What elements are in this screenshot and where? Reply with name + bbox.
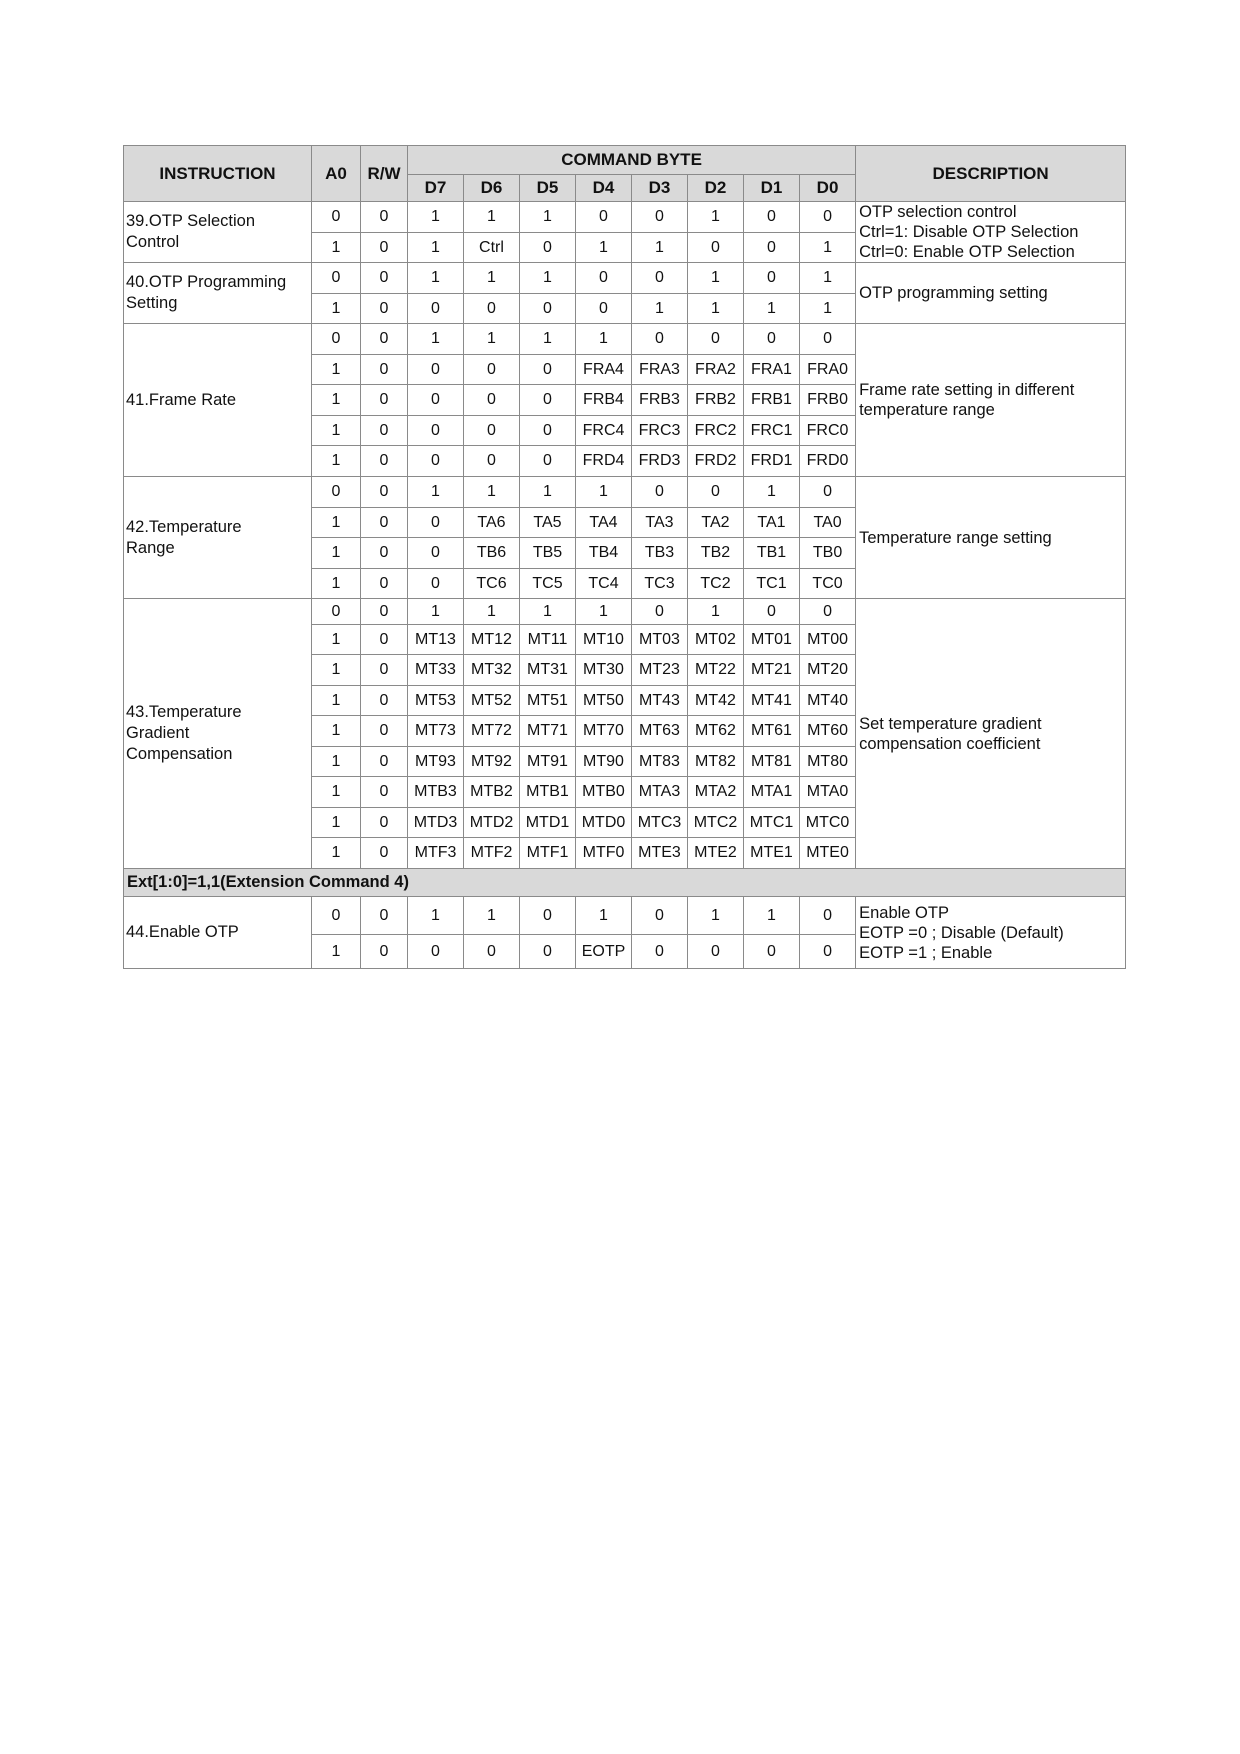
bit-value: MT80: [800, 747, 856, 777]
bit-value: 0: [408, 385, 464, 416]
rw-value: 0: [361, 355, 408, 385]
rw-value: 0: [361, 935, 408, 969]
rw-value: 0: [361, 416, 408, 446]
instruction-name: 44.Enable OTP: [124, 897, 312, 969]
a0-value: 1: [312, 747, 361, 777]
bit-value: MT90: [576, 747, 632, 777]
bit-value: 1: [520, 202, 576, 233]
bit-value: MT32: [464, 655, 520, 686]
bit-value: MT21: [744, 655, 800, 686]
bit-value: MTB1: [520, 777, 576, 808]
bit-value: 0: [632, 263, 688, 294]
instruction-name: 41.Frame Rate: [124, 324, 312, 477]
rw-value: 0: [361, 777, 408, 808]
bit-value: MT91: [520, 747, 576, 777]
bit-value: 1: [688, 202, 744, 233]
bit-value: TC0: [800, 569, 856, 599]
instruction-name: 42.Temperature Range: [124, 477, 312, 599]
a0-value: 0: [312, 263, 361, 294]
table-row: [124, 897, 1126, 935]
bit-value: TB3: [632, 538, 688, 569]
bit-value: TA6: [464, 508, 520, 538]
a0-value: 1: [312, 935, 361, 969]
bit-value: FRB2: [688, 385, 744, 416]
bit-value: TA2: [688, 508, 744, 538]
bit-value: FRC0: [800, 416, 856, 446]
bit-value: 1: [800, 233, 856, 263]
bit-value: FRC3: [632, 416, 688, 446]
instruction-description: Set temperature gradient compensation coefficient: [856, 599, 1126, 869]
bit-value: 0: [520, 935, 576, 969]
bit-value: 0: [408, 935, 464, 969]
bit-value: 0: [520, 294, 576, 324]
bit-value: FRD3: [632, 446, 688, 477]
bit-value: TB0: [800, 538, 856, 569]
bit-value: 1: [744, 294, 800, 324]
a0-value: 1: [312, 655, 361, 686]
bit-value: MT12: [464, 625, 520, 655]
bit-value: 0: [520, 416, 576, 446]
bit-value: TB2: [688, 538, 744, 569]
bit-value: 0: [688, 233, 744, 263]
header-bit-d3: D3: [632, 175, 688, 202]
bit-value: FRC1: [744, 416, 800, 446]
bit-value: MT70: [576, 716, 632, 747]
a0-value: 1: [312, 808, 361, 838]
bit-value: TC2: [688, 569, 744, 599]
bit-value: MT61: [744, 716, 800, 747]
instruction-description: Temperature range setting: [856, 477, 1126, 599]
header-command-byte: COMMAND BYTE: [408, 146, 856, 175]
rw-value: 0: [361, 263, 408, 294]
table-row: [124, 263, 1126, 294]
bit-value: FRA4: [576, 355, 632, 385]
command-groups-extension: [124, 897, 1126, 969]
bit-value: TA4: [576, 508, 632, 538]
bit-value: TC6: [464, 569, 520, 599]
bit-value: MTD1: [520, 808, 576, 838]
a0-value: 1: [312, 777, 361, 808]
bit-value: 0: [408, 416, 464, 446]
rw-value: 0: [361, 808, 408, 838]
bit-value: 0: [520, 355, 576, 385]
a0-value: 0: [312, 477, 361, 508]
bit-value: MTD2: [464, 808, 520, 838]
bit-value: MTA1: [744, 777, 800, 808]
bit-value: MTC1: [744, 808, 800, 838]
bit-value: FRB4: [576, 385, 632, 416]
bit-value: 0: [800, 202, 856, 233]
bit-value: 1: [800, 263, 856, 294]
bit-value: MT10: [576, 625, 632, 655]
bit-value: MTE3: [632, 838, 688, 869]
bit-value: 0: [576, 202, 632, 233]
rw-value: 0: [361, 233, 408, 263]
bit-value: 1: [576, 599, 632, 625]
bit-value: MT33: [408, 655, 464, 686]
bit-value: 0: [744, 263, 800, 294]
bit-value: 1: [520, 477, 576, 508]
bit-value: MTC3: [632, 808, 688, 838]
a0-value: 0: [312, 324, 361, 355]
bit-value: FRD0: [800, 446, 856, 477]
bit-value: 1: [464, 897, 520, 935]
bit-value: 0: [520, 897, 576, 935]
bit-value: MTA3: [632, 777, 688, 808]
bit-value: MT62: [688, 716, 744, 747]
bit-value: 1: [576, 477, 632, 508]
a0-value: 1: [312, 385, 361, 416]
bit-value: MT60: [800, 716, 856, 747]
bit-value: MTE2: [688, 838, 744, 869]
bit-value: MTA0: [800, 777, 856, 808]
bit-value: FRD2: [688, 446, 744, 477]
bit-value: 0: [520, 385, 576, 416]
bit-value: FRA2: [688, 355, 744, 385]
bit-value: MTD3: [408, 808, 464, 838]
table-row: [124, 324, 1126, 355]
bit-value: FRC2: [688, 416, 744, 446]
bit-value: 1: [688, 294, 744, 324]
section-row: [124, 869, 1126, 897]
bit-value: TA5: [520, 508, 576, 538]
bit-value: MT13: [408, 625, 464, 655]
bit-value: 0: [744, 233, 800, 263]
instruction-name: 43.Temperature Gradient Compensation: [124, 599, 312, 869]
bit-value: 0: [632, 324, 688, 355]
bit-value: 1: [576, 324, 632, 355]
bit-value: 0: [800, 935, 856, 969]
bit-value: FRA0: [800, 355, 856, 385]
bit-value: MT73: [408, 716, 464, 747]
table-row: [124, 599, 1126, 625]
section-heading: Ext[1:0]=1,1(Extension Command 4): [124, 869, 1126, 897]
bit-value: MT63: [632, 716, 688, 747]
bit-value: TB4: [576, 538, 632, 569]
bit-value: 1: [408, 599, 464, 625]
bit-value: 0: [408, 294, 464, 324]
bit-value: MT30: [576, 655, 632, 686]
a0-value: 0: [312, 897, 361, 935]
bit-value: 0: [520, 233, 576, 263]
bit-value: FRB3: [632, 385, 688, 416]
bit-value: 0: [408, 538, 464, 569]
bit-value: MT42: [688, 686, 744, 716]
rw-value: 0: [361, 838, 408, 869]
bit-value: 0: [464, 385, 520, 416]
bit-value: FRC4: [576, 416, 632, 446]
bit-value: MT72: [464, 716, 520, 747]
bit-value: 1: [408, 477, 464, 508]
bit-value: TC3: [632, 569, 688, 599]
table-row: [124, 202, 1126, 233]
bit-value: 0: [464, 416, 520, 446]
bit-value: 1: [464, 599, 520, 625]
bit-value: 1: [520, 263, 576, 294]
header-bit-d7: D7: [408, 175, 464, 202]
a0-value: 1: [312, 625, 361, 655]
bit-value: 0: [464, 294, 520, 324]
bit-value: 0: [408, 355, 464, 385]
bit-value: 0: [632, 897, 688, 935]
bit-value: TA3: [632, 508, 688, 538]
bit-value: MT43: [632, 686, 688, 716]
bit-value: 0: [632, 935, 688, 969]
table-row: [124, 477, 1126, 508]
bit-value: MT40: [800, 686, 856, 716]
bit-value: MTB3: [408, 777, 464, 808]
a0-value: 1: [312, 355, 361, 385]
bit-value: MT41: [744, 686, 800, 716]
rw-value: 0: [361, 324, 408, 355]
instruction-description: OTP selection control Ctrl=1: Disable OTP Selection Ctrl=0: Enable OTP Selection: [856, 202, 1126, 263]
bit-value: TC5: [520, 569, 576, 599]
bit-value: MT01: [744, 625, 800, 655]
header-description: DESCRIPTION: [856, 146, 1126, 202]
header-instruction: INSTRUCTION: [124, 146, 312, 202]
bit-value: 1: [744, 897, 800, 935]
bit-value: MT92: [464, 747, 520, 777]
bit-value: TC4: [576, 569, 632, 599]
a0-value: 1: [312, 569, 361, 599]
bit-value: MT23: [632, 655, 688, 686]
bit-value: FRA3: [632, 355, 688, 385]
bit-value: MTC0: [800, 808, 856, 838]
a0-value: 1: [312, 446, 361, 477]
bit-value: 0: [408, 569, 464, 599]
bit-value: TB1: [744, 538, 800, 569]
a0-value: 1: [312, 838, 361, 869]
bit-value: 1: [464, 477, 520, 508]
header-bit-d5: D5: [520, 175, 576, 202]
bit-value: MT03: [632, 625, 688, 655]
bit-value: MT53: [408, 686, 464, 716]
a0-value: 1: [312, 716, 361, 747]
rw-value: 0: [361, 599, 408, 625]
rw-value: 0: [361, 747, 408, 777]
rw-value: 0: [361, 508, 408, 538]
rw-value: 0: [361, 716, 408, 747]
bit-value: MTA2: [688, 777, 744, 808]
bit-value: MTB0: [576, 777, 632, 808]
instruction-description: Frame rate setting in different temperature range: [856, 324, 1126, 477]
bit-value: 1: [408, 233, 464, 263]
bit-value: MTE0: [800, 838, 856, 869]
bit-value: 0: [688, 477, 744, 508]
header-a0: A0: [312, 146, 361, 202]
bit-value: MT00: [800, 625, 856, 655]
instruction-name: 40.OTP Programming Setting: [124, 263, 312, 324]
bit-value: MT20: [800, 655, 856, 686]
bit-value: TA1: [744, 508, 800, 538]
bit-value: FRA1: [744, 355, 800, 385]
bit-value: 1: [688, 897, 744, 935]
header-bit-d0: D0: [800, 175, 856, 202]
bit-value: 1: [632, 233, 688, 263]
a0-value: 1: [312, 538, 361, 569]
bit-value: 1: [800, 294, 856, 324]
bit-value: MTF3: [408, 838, 464, 869]
header-bit-d2: D2: [688, 175, 744, 202]
bit-value: 0: [632, 477, 688, 508]
bit-value: 1: [576, 233, 632, 263]
bit-value: MT22: [688, 655, 744, 686]
bit-value: MT71: [520, 716, 576, 747]
bit-value: FRB1: [744, 385, 800, 416]
bit-value: 0: [576, 294, 632, 324]
bit-value: 0: [744, 935, 800, 969]
bit-value: TB6: [464, 538, 520, 569]
bit-value: 0: [520, 446, 576, 477]
bit-value: 1: [408, 324, 464, 355]
rw-value: 0: [361, 538, 408, 569]
rw-value: 0: [361, 446, 408, 477]
bit-value: TB5: [520, 538, 576, 569]
instruction-description: Enable OTP EOTP =0 ; Disable (Default) EOTP =1 ; Enable: [856, 897, 1126, 969]
header-bit-d1: D1: [744, 175, 800, 202]
a0-value: 1: [312, 294, 361, 324]
bit-value: 0: [688, 935, 744, 969]
bit-value: 1: [464, 263, 520, 294]
header-bit-d6: D6: [464, 175, 520, 202]
bit-value: 1: [688, 263, 744, 294]
bit-value: MT31: [520, 655, 576, 686]
bit-value: 1: [688, 599, 744, 625]
a0-value: 1: [312, 686, 361, 716]
bit-value: MTF1: [520, 838, 576, 869]
a0-value: 0: [312, 599, 361, 625]
rw-value: 0: [361, 625, 408, 655]
bit-value: MT93: [408, 747, 464, 777]
bit-value: MT81: [744, 747, 800, 777]
bit-value: 1: [408, 202, 464, 233]
bit-value: 0: [800, 599, 856, 625]
bit-value: 0: [464, 935, 520, 969]
bit-value: 1: [520, 324, 576, 355]
rw-value: 0: [361, 655, 408, 686]
a0-value: 1: [312, 508, 361, 538]
bit-value: 1: [576, 897, 632, 935]
bit-value: MT50: [576, 686, 632, 716]
bit-value: 0: [632, 599, 688, 625]
bit-value: MTC2: [688, 808, 744, 838]
bit-value: 1: [464, 324, 520, 355]
rw-value: 0: [361, 477, 408, 508]
bit-value: 0: [800, 477, 856, 508]
bit-value: 0: [576, 263, 632, 294]
a0-value: 0: [312, 202, 361, 233]
bit-value: MT82: [688, 747, 744, 777]
instruction-name: 39.OTP Selection Control: [124, 202, 312, 263]
bit-value: 1: [520, 599, 576, 625]
bit-value: 0: [744, 202, 800, 233]
bit-value: 0: [632, 202, 688, 233]
bit-value: MTB2: [464, 777, 520, 808]
header-bit-d4: D4: [576, 175, 632, 202]
bit-value: 0: [800, 897, 856, 935]
bit-value: Ctrl: [464, 233, 520, 263]
bit-value: MT52: [464, 686, 520, 716]
bit-value: MTF0: [576, 838, 632, 869]
bit-value: 0: [408, 446, 464, 477]
rw-value: 0: [361, 294, 408, 324]
rw-value: 0: [361, 202, 408, 233]
bit-value: 1: [408, 263, 464, 294]
bit-value: MTD0: [576, 808, 632, 838]
bit-value: 1: [744, 477, 800, 508]
rw-value: 0: [361, 897, 408, 935]
command-groups-main: [124, 202, 1126, 869]
bit-value: FRD1: [744, 446, 800, 477]
bit-value: MT83: [632, 747, 688, 777]
bit-value: MTE1: [744, 838, 800, 869]
bit-value: MT51: [520, 686, 576, 716]
bit-value: 1: [464, 202, 520, 233]
bit-value: TA0: [800, 508, 856, 538]
bit-value: TC1: [744, 569, 800, 599]
bit-value: 0: [464, 446, 520, 477]
bit-value: FRD4: [576, 446, 632, 477]
bit-value: 0: [744, 324, 800, 355]
rw-value: 0: [361, 385, 408, 416]
bit-value: 1: [408, 897, 464, 935]
command-table: [123, 145, 1126, 969]
bit-value: MTF2: [464, 838, 520, 869]
bit-value: MT02: [688, 625, 744, 655]
bit-value: 0: [800, 324, 856, 355]
a0-value: 1: [312, 416, 361, 446]
bit-value: 0: [744, 599, 800, 625]
rw-value: 0: [361, 569, 408, 599]
bit-value: MT11: [520, 625, 576, 655]
rw-value: 0: [361, 686, 408, 716]
header-rw: R/W: [361, 146, 408, 202]
bit-value: 1: [632, 294, 688, 324]
bit-value: EOTP: [576, 935, 632, 969]
instruction-description: OTP programming setting: [856, 263, 1126, 324]
bit-value: 0: [464, 355, 520, 385]
bit-value: FRB0: [800, 385, 856, 416]
bit-value: 0: [408, 508, 464, 538]
a0-value: 1: [312, 233, 361, 263]
bit-value: 0: [688, 324, 744, 355]
